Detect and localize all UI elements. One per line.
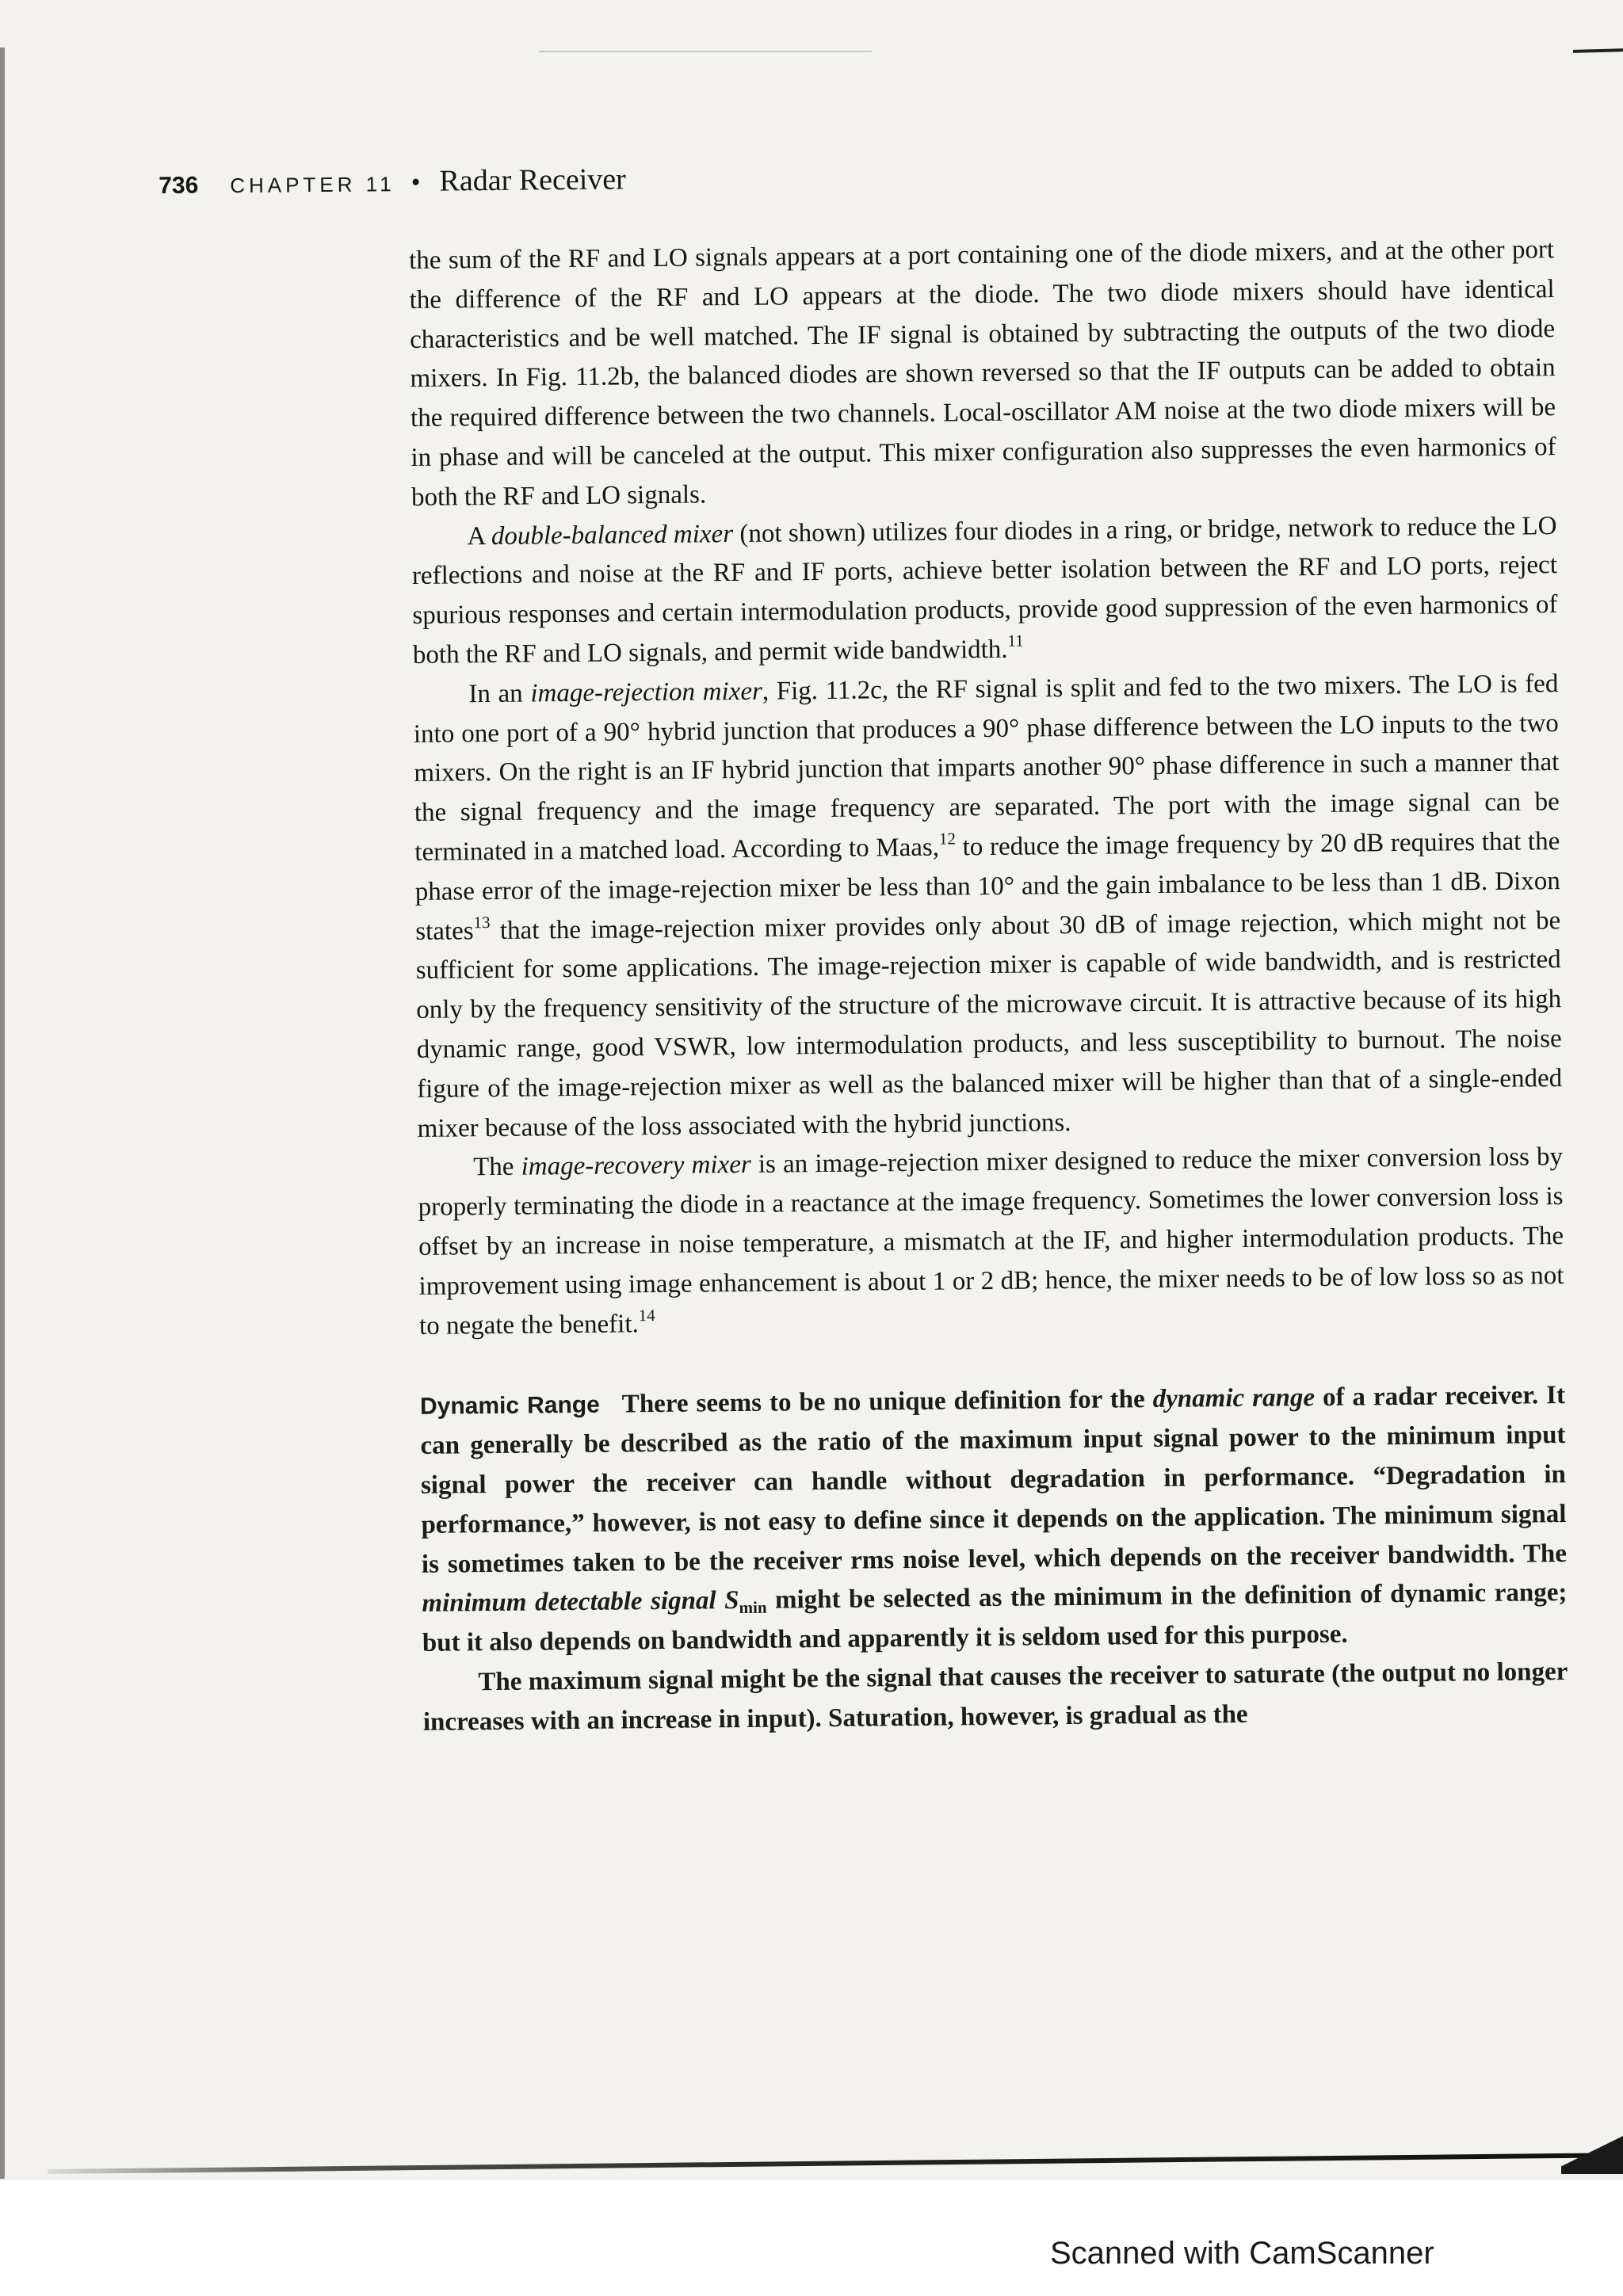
page-top-rule (539, 51, 872, 52)
paragraph-image-rejection-mixer: In an image-rejection mixer, Fig. 11.2c, the RF signal is split and fed to the two mixers. The LO is fed into one port of a 90° hybrid junction that produces a 90° phase difference between the LO inputs to the two mixers. On the right is an IF hybrid junction that imparts another 90° phase difference in such a manner that the signal frequency and the image frequency are separated. The port with the image signal can be terminated in a matched load. According to Maas,$^{12}$ to reduce the image frequency by 20 dB requires that the phase error of the image-rejection mixer be less than 10° and the gain imbalance to be less than 1 dB. Dixon states$^{13}$ that the image-rejection mixer provides only about 30 dB of image rejection, which might not be sufficient for some applications. The image-rejection mixer is capable of wide bandwidth, and is restricted only by the frequency sensitivity of the structure of the microwave circuit. It is attractive because of its high dynamic range, good VSWR, low intermodulation products, and less susceptibility to burnout. The noise figure of the image-rejection mixer as well as the balanced mixer will be higher than that of a single-ended mixer because of the loss associated with the hybrid junctions. (413, 669, 1563, 1143)
paragraph-image-recovery-mixer: The image-recovery mixer is an image-rejection mixer designed to reduce the mixer conversion loss by properly terminating the diode in a reactance at the image frequency. Sometimes the lower conversion loss is offset by an increase in noise temperature, a mismatch at the IF, and higher intermodulation products. The improvement using image enhancement is about 1 or 2 dB; hence, the mixer needs to be of low loss so as not to negate the benefit.$^{14}$ (418, 1142, 1564, 1341)
term-minimum-detectable-signal: minimum detectable signal S (422, 1586, 739, 1619)
run-in-heading-dynamic-range: Dynamic Range (419, 1392, 601, 1421)
paragraph-maximum-signal: The maximum signal might be the signal that causes the receiver to saturate (the output no longer increases with an increase in input). Saturation, however, is gradual as the (422, 1657, 1568, 1737)
paragraph-balanced-mixer: the sum of the RF and LO signals appears at a port containing one of the diode mixers, and at the other port the difference of the RF and LO appears at the diode. The two diode mixers should have identical characteristics and be well matched. The IF signal is obtained by subtracting the outputs of the two diode mixers. In Fig. 11.2b, the balanced diodes are shown reversed so that the IF outputs can be added to obtain the required difference between the two channels. Local-oscillator AM noise at the two diode mixers will be in phase and will be canceled at the output. This mixer configuration also suppresses the even harmonics of both the RF and LO signals. (408, 235, 1556, 512)
reference-13: 13 (473, 912, 491, 932)
term-double-balanced-mixer: double-balanced mixer (491, 519, 734, 551)
header-bullet: • (411, 167, 421, 197)
subscript-min: min (739, 1598, 767, 1618)
chapter-label: CHAPTER 11 (230, 172, 395, 198)
section-title: Radar Receiver (439, 162, 627, 198)
reference-14: 14 (638, 1305, 655, 1325)
term-image-recovery-mixer: image-recovery mixer (521, 1150, 751, 1181)
paragraph-dynamic-range: Dynamic Range There seems to be no unique definition for the dynamic range of a radar receiver. It can generally be described as the ratio of the maximum input signal power to the minimum input signal power the receiver can handle without degradation in performance. “Degradation in performance,” however, is not easy to define since it depends on the application. The minimum signal is sometimes taken to be the receiver rms noise level, which depends on the receiver bandwidth. The minimum detectable signal $S_{min}$ might be selected as the minimum in the definition of dynamic range; but it also depends on bandwidth and apparently it is seldom used for this purpose. (419, 1381, 1568, 1657)
term-dynamic-range: dynamic range (1152, 1383, 1316, 1414)
paragraph-double-balanced-mixer: A double-balanced mixer (not shown) utilizes four diodes in a ring, or bridge, network to reduce the LO reflections and noise at the RF and IF ports, achieve better isolation between the RF and LO ports, reject spurious responses and certain intermodulation products, provide good suppression of the even harmonics of both the RF and LO signals, and permit wide bandwidth.$^{11}$ (411, 511, 1558, 669)
term-image-rejection-mixer: image-rejection mixer (530, 677, 763, 708)
page-content (158, 153, 1592, 1745)
reference-11: 11 (1007, 631, 1024, 650)
page-number: 736 (158, 172, 199, 199)
scanner-watermark: Scanned with CamScanner (1050, 2236, 1434, 2271)
page-edge-shadow-left (0, 48, 5, 2179)
reference-12: 12 (938, 829, 957, 849)
body-text (409, 231, 1568, 1742)
